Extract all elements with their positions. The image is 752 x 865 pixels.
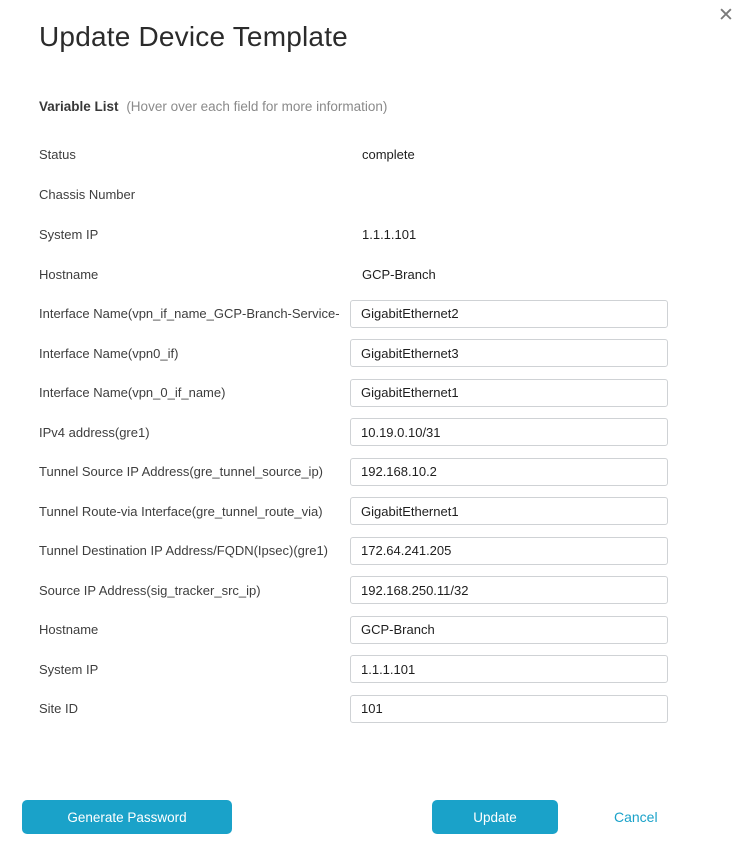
- input-field-row: [39, 610, 679, 650]
- input-field-row: [39, 492, 679, 532]
- variable-list-header: [39, 99, 752, 114]
- field-label: Tunnel Route-via Interface(gre_tunnel_route_via): [39, 503, 323, 519]
- update-button[interactable]: Update: [432, 800, 558, 834]
- field-input[interactable]: [350, 339, 668, 367]
- field-input[interactable]: [350, 379, 668, 407]
- field-label: Interface Name(vpn_0_if_name): [39, 385, 226, 401]
- generate-password-button[interactable]: Generate Password: [22, 800, 232, 834]
- input-field-row: [39, 531, 679, 571]
- readonly-field-row: [39, 134, 679, 174]
- field-input[interactable]: [350, 576, 668, 604]
- field-label: IPv4 address(gre1): [39, 424, 150, 440]
- readonly-field-row: [39, 214, 679, 254]
- field-label: Chassis Number: [39, 186, 136, 202]
- close-icon[interactable]: ✕: [718, 5, 734, 26]
- readonly-field-row: [39, 254, 679, 294]
- variable-list-hint: (Hover over each field for more information): [126, 99, 388, 114]
- input-field-row: [39, 294, 679, 334]
- field-input[interactable]: [350, 418, 668, 446]
- field-label: Hostname: [39, 266, 99, 282]
- field-input[interactable]: [350, 458, 668, 486]
- variable-list-form: [39, 134, 679, 729]
- input-field-row: [39, 413, 679, 453]
- field-input[interactable]: [350, 497, 668, 525]
- dialog-footer: [0, 800, 752, 834]
- input-field-row: [39, 571, 679, 611]
- field-value: GCP-Branch: [362, 266, 436, 282]
- field-label: System IP: [39, 661, 99, 677]
- field-label: Tunnel Destination IP Address/FQDN(Ipsec)(gre1): [39, 543, 329, 559]
- dialog-title: Update Device Template: [39, 21, 348, 52]
- field-label: Hostname: [39, 622, 99, 638]
- field-input[interactable]: [350, 537, 668, 565]
- field-label: Interface Name(vpn0_if): [39, 345, 179, 361]
- input-rows: [39, 294, 679, 729]
- field-label: Site ID: [39, 701, 79, 717]
- input-field-row: [39, 334, 679, 374]
- input-field-row: [39, 650, 679, 690]
- field-input[interactable]: [350, 695, 668, 723]
- field-value: 1.1.1.101: [362, 226, 417, 242]
- field-input[interactable]: [350, 300, 668, 328]
- field-label: Interface Name(vpn_if_name_GCP-Branch-Service-: [39, 306, 340, 322]
- variable-list-title: Variable List: [39, 99, 119, 114]
- readonly-field-row: [39, 174, 679, 214]
- field-label: Status: [39, 146, 76, 162]
- field-label: Source IP Address(sig_tracker_src_ip): [39, 582, 261, 598]
- field-label: System IP: [39, 226, 99, 242]
- field-input[interactable]: [350, 616, 668, 644]
- input-field-row: [39, 373, 679, 413]
- field-value: complete: [362, 146, 415, 162]
- input-field-row: [39, 452, 679, 492]
- field-input[interactable]: [350, 655, 668, 683]
- input-field-row: [39, 689, 679, 729]
- readonly-rows: [39, 134, 679, 294]
- cancel-link[interactable]: Cancel: [614, 809, 658, 825]
- field-label: Tunnel Source IP Address(gre_tunnel_source_ip): [39, 464, 324, 480]
